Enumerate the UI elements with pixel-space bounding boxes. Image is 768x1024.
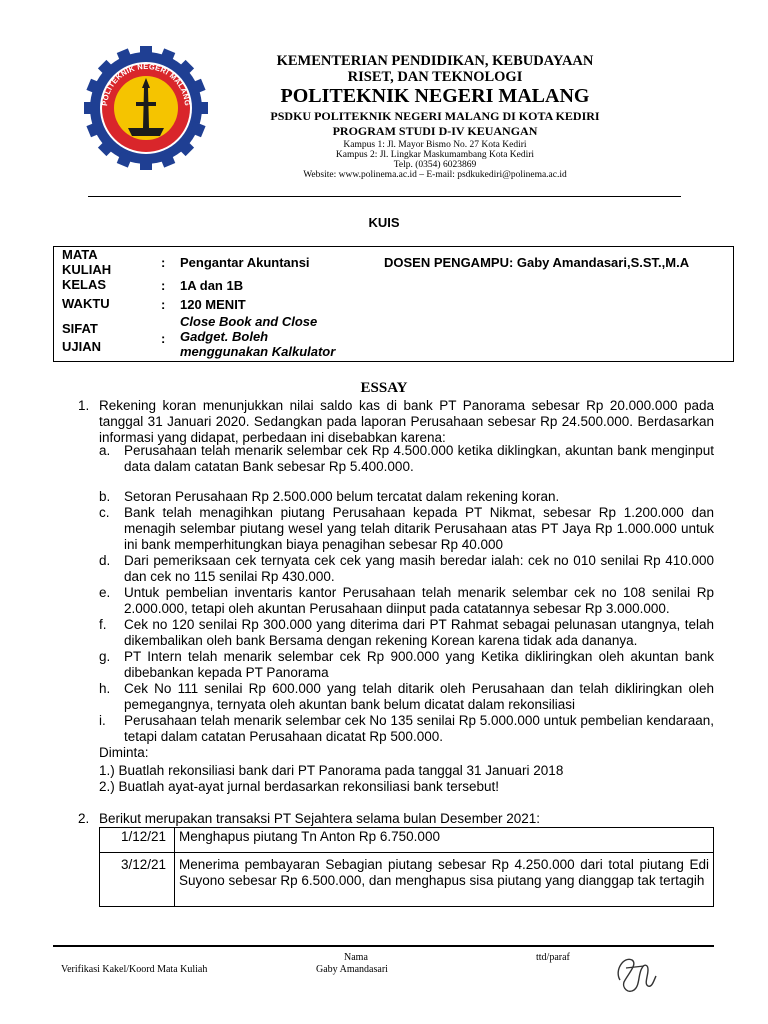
item-letter: h. xyxy=(99,681,111,696)
signature-label: ttd/paraf xyxy=(536,952,570,963)
mata-kuliah-label: MATA KULIAH xyxy=(62,247,112,277)
institution-logo xyxy=(82,44,210,172)
website-email: Website: www.polinema.ac.id – E-mail: psdkukediri@polinema.ac.id xyxy=(303,170,567,180)
sifat-ujian-label: SIFAT UJIAN xyxy=(62,321,102,354)
item-letter: i. xyxy=(99,713,106,728)
item-text: Perusahaan telah menarik selembar cek No 135 senilai Rp 5.000.000 untuk pembelian kendaraan, tetapi dalam catatan Perusahaan dicatat Rp 500.000. xyxy=(124,713,714,744)
campus-2-address: Kampus 2: Jl. Lingkar Maskumambang Kota Kediri xyxy=(335,150,535,160)
exam-nature: Close Book and Close Gadget. Boleh menggunakan Kalkulator xyxy=(180,314,336,359)
course-info-box xyxy=(53,246,734,362)
transaction-date: 3/12/21 xyxy=(100,853,175,907)
institution-name: POLITEKNIK NEGERI MALANG xyxy=(280,85,590,107)
lecturer-name: Gaby Amandasari xyxy=(316,964,388,975)
essay-heading: ESSAY xyxy=(360,380,408,396)
item-text: Setoran Perusahaan Rp 2.500.000 belum tercatat dalam rekening koran. xyxy=(124,489,560,504)
table-row xyxy=(100,828,714,853)
colon: : xyxy=(161,255,166,270)
item-letter: a. xyxy=(99,443,111,458)
lecturer: DOSEN PENGAMPU: Gaby Amandasari,S.ST.,M.A xyxy=(384,255,690,270)
question-1-intro: Rekening koran menunjukkan nilai saldo kas di bank PT Panorama sebesar Rp 20.000.000 pada tanggal 31 Januari 2020. Sedangkan pada laporan Perusahaan sebesar Rp 24.500.000. Berdasarkan informasi yang didapat, perbedaan ini disebabkan karena: xyxy=(99,398,714,445)
item-letter: b. xyxy=(99,489,111,504)
waktu-value: 120 MENIT xyxy=(180,297,246,312)
item-text: Untuk pembelian inventaris kantor Perusahaan telah menarik selembar cek no 108 senilai Rp 2.000.000, tetapi oleh akuntan Perusahaan diinput pada catatannya sebesar Rp 3.000.000. xyxy=(124,585,714,616)
colon: : xyxy=(161,331,166,346)
task-1: 1.) Buatlah rekonsiliasi bank dari PT Panorama pada tanggal 31 Januari 2018 xyxy=(99,763,564,778)
question-1-number: 1. xyxy=(78,398,90,413)
item-letter: f. xyxy=(99,617,107,632)
program-name: PROGRAM STUDI D-IV KEUANGAN xyxy=(332,124,538,138)
item-text: Bank telah menagihkan piutang Perusahaan kepada PT Nikmat, sebesar Rp 1.200.000 dan menagih selembar piutang wesel yang telah ditarik Perusahaan atas PT Jaya Rp 1.000.000 untuk ini bank memperhitungkan biaya penagihan sebesar Rp 40.000 xyxy=(124,505,714,552)
kelas-label: KELAS xyxy=(62,277,107,292)
colon: : xyxy=(161,297,166,312)
unit-name: PSDKU POLITEKNIK NEGERI MALANG DI KOTA KEDIRI xyxy=(270,109,600,123)
item-text: Cek No 111 senilai Rp 600.000 yang telah ditarik oleh Perusahaan dan telah dikliringkan oleh pemegangnya, ternyata oleh akuntan bank belum dicatat dalam rekonsiliasi xyxy=(124,681,714,712)
document-title: KUIS xyxy=(368,215,400,230)
item-letter: g. xyxy=(99,649,111,664)
item-text: PT Intern telah menarik selembar cek Rp 900.000 yang Ketika dikliringkan oleh akuntan bank dibebankan kepada PT Panorama xyxy=(124,649,714,680)
transactions-table xyxy=(99,827,714,907)
question-2-number: 2. xyxy=(78,811,90,826)
transaction-description: Menghapus piutang Tn Anton Rp 6.750.000 xyxy=(175,828,714,853)
item-letter: d. xyxy=(99,553,111,568)
ministry-line-2: RISET, DAN TEKNOLOGI xyxy=(347,69,523,85)
table-row xyxy=(100,853,714,907)
transaction-date: 1/12/21 xyxy=(100,828,175,853)
course-name: Pengantar Akuntansi xyxy=(180,255,310,270)
nama-label: Nama xyxy=(344,952,368,963)
ministry-line-1: KEMENTERIAN PENDIDIKAN, KEBUDAYAAN xyxy=(276,53,594,69)
logo-text: POLITEKNIK NEGERI MALANG xyxy=(99,61,193,107)
item-text: Dari pemeriksaan cek ternyata cek cek yang masih beredar ialah: cek no 010 senilai Rp 410.000 dan cek no 115 senilai Rp 430.000. xyxy=(124,553,714,584)
question-2-intro: Berikut merupakan transaksi PT Sejahtera selama bulan Desember 2021: xyxy=(99,811,540,826)
phone-number: Telp. (0354) 6023869 xyxy=(393,160,477,170)
verification-label: Verifikasi Kakel/Koord Mata Kuliah xyxy=(61,964,208,975)
colon: : xyxy=(161,278,166,293)
svg-text:POLITEKNIK NEGERI MALANG xyxy=(100,62,192,106)
item-text: Perusahaan telah menarik selembar cek Rp 4.500.000 ketika diklingkan, akuntan bank menginput data dalam catatan Bank sebesar Rp 5.400.000. xyxy=(124,443,714,474)
item-letter: c. xyxy=(99,505,110,520)
campus-1-address: Kampus 1: Jl. Mayor Bismo No. 27 Kota Kediri xyxy=(343,140,527,150)
diminta-label: Diminta: xyxy=(99,745,149,760)
waktu-label: WAKTU xyxy=(62,296,110,311)
header-divider xyxy=(88,196,681,197)
task-2: 2.) Buatlah ayat-ayat jurnal berdasarkan rekonsiliasi bank tersebut! xyxy=(99,779,499,794)
signature xyxy=(610,950,660,998)
kelas-value: 1A dan 1B xyxy=(180,278,244,293)
item-letter: e. xyxy=(99,585,111,600)
footer-divider xyxy=(53,945,714,947)
item-text: Cek no 120 senilai Rp 300.000 yang diterima dari PT Rahmat sebagai pelunasan utangnya, telah dikembalikan oleh bank Bersama dengan rekening Korean karena tidak ada dananya. xyxy=(124,617,714,648)
transaction-description: Menerima pembayaran Sebagian piutang sebesar Rp 4.250.000 dari total piutang Edi Suyono sebesar Rp 6.500.000, dan menghapus sisa piutang yang dianggap tak tertagih xyxy=(175,853,714,907)
